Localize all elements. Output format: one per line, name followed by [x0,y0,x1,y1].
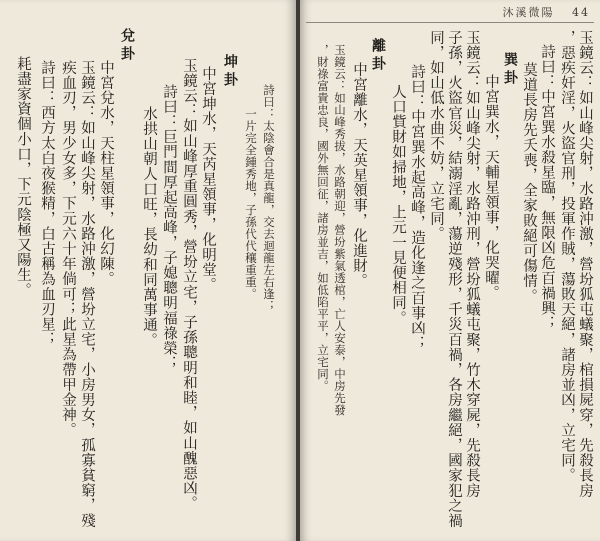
header-rule [306,22,594,23]
page-number: 44 [572,6,590,19]
poem-line: 詩曰：中宮巽水起高峰，造化逢之百事凶； [409,64,425,351]
poem-line: 詩曰：太陰會合是真龍，交去迴龍左右逢； [262,84,276,312]
text-column: 玉鏡云：如山峰尖射，水路沖刑，營坋狐蟻屯聚，竹木穿屍，先殺長房 [464,30,480,499]
text-column: 中宮巽水，天輔星領事，化哭曜。 [483,74,499,301]
section-heading-dui: 兌卦 [119,28,135,64]
text-column: ，惡疾奸淫，火盜官刑，投軍作賊，蕩敗天絕，諸房並凶，立宅同。 [559,30,575,483]
section-heading-li: 離卦 [370,38,386,74]
right-page [300,0,600,541]
text-column: 子孫，火盜官災，結溺淫亂，蕩逆殘形，千災百禍，各房繼絕，國家犯之禍 [446,30,462,529]
text-column: 同，如山低水曲不妨，立宅同。 [428,30,444,242]
text-column: 中宮兌水，天柱星領事，化幻陳。 [98,60,114,287]
left-page [0,0,296,541]
book-gutter [296,0,300,541]
poem-line: 詩曰：西方太白夜猴精，白古稱為血刃星； [39,60,55,347]
text-column: ，財祿富貴忠良，國外無回征，諸房並吉，如低陷平平，立宅同。 [316,44,330,392]
section-heading-kun: 坤卦 [222,54,238,90]
poem-line: 水拱山朝人口旺，長幼和同萬事通。 [141,106,157,348]
poem-line: 耗盡家資個小口，下元陰極又陽生。 [15,56,31,298]
poem-line: 詩曰：巨門間厚起高峰，子媳聰明福祿榮； [161,84,177,371]
poem-line: 人口貲財如掃地，上元一見便相同。 [390,84,406,326]
text-column: 中宮坤水，天芮星領事，化明堂。 [200,66,216,293]
text-column: 疾血刃，男少女多，下元六十年倘可；此星為帶甲金神。 [60,60,76,438]
page-header [503,4,591,20]
text-column: 玉鏡云：如山峰厚重圓秀，營坋立宅，子孫聰明和睦，如山醜惡凶。 [181,58,197,511]
section-heading-xun: 巽卦 [502,52,518,88]
poem-line: 詩曰：中宮巽水殺星臨，無限凶危百禍興； [539,44,555,331]
poem-line: 莫道長房先夭喪，全家敗絕可傷情。 [521,62,537,304]
text-column: 中宮離水，天英星領事，化進財。 [351,62,367,289]
text-column: 玉鏡云：如山峰尖射，水路沖激，營坋立宅，小房男女，孤寡貧窮，殘 [79,60,95,529]
text-column: 玉鏡云：如山峰尖射，水路沖激，營坋狐屯蟻聚，棺損屍穿，先殺長房 [577,30,593,499]
running-title: 沐溪微陽 [502,6,555,19]
text-column: 玉鏡云：如山峰秀拔，水路朝迎，營坋紫氣透棺，亡人安泰，中房先發 [333,44,347,416]
poem-line: 一片完全鍾秀地，子孫代代穰重重。 [244,108,258,300]
